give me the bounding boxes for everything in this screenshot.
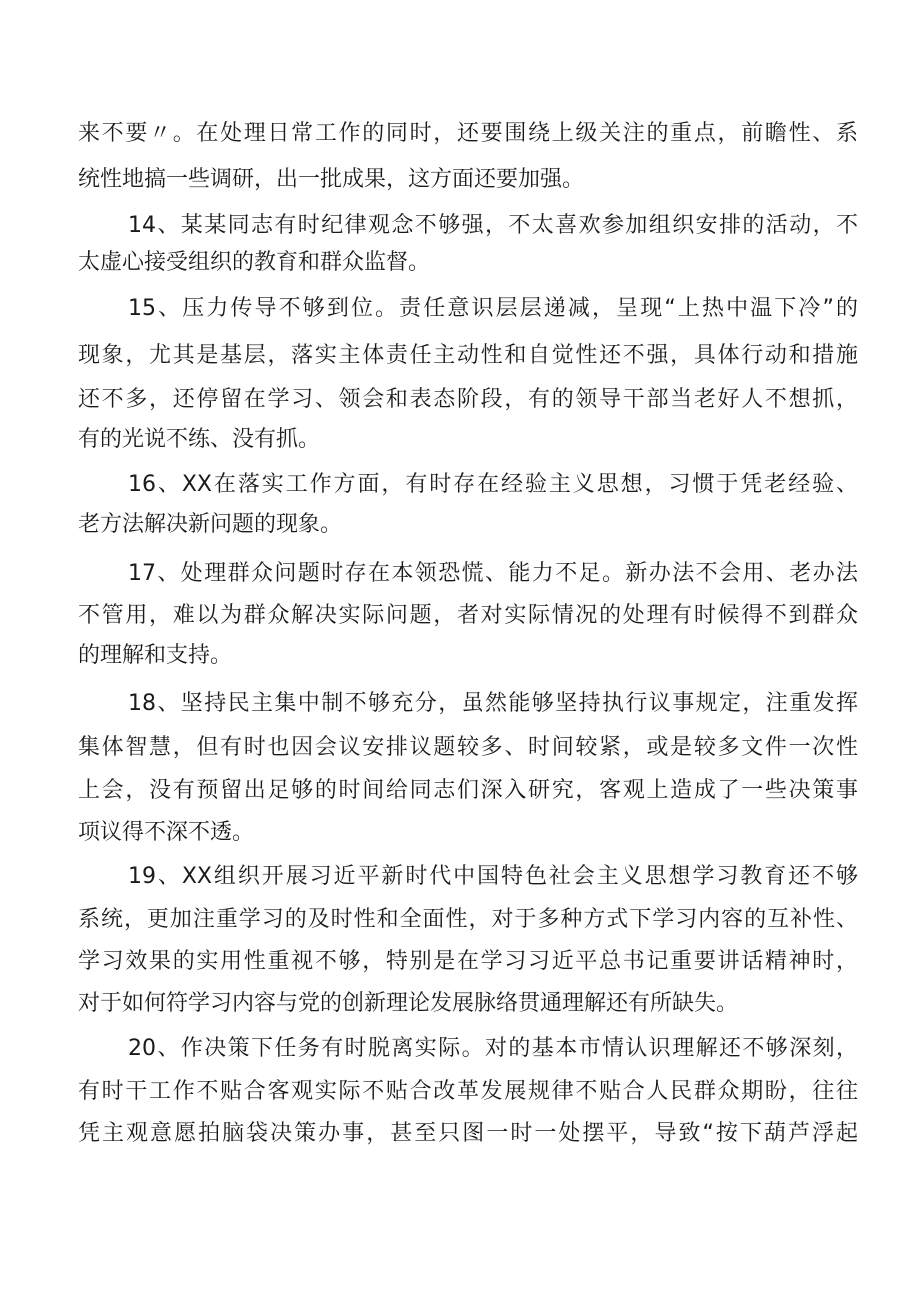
paragraph-18-line: 18、坚持民主集中制不够充分，虽然能够坚持执行议事规定，注重发挥 [128,691,858,716]
paragraph-18-line: 上会，没有预留出足够的时间给同志们深入研究，客观上造成了一些决策事 [78,778,858,803]
paragraph-20-line: 凭主观意愿拍脑袋决策办事，甚至只图一时一处摆平，导致“按下葫芦浮起 [78,1121,858,1146]
paragraph-18-line: 集体智慧，但有时也因会议安排议题较多、时间较紧，或是较多文件一次性 [78,735,858,760]
paragraph-14-line: 14、某某同志有时纪律观念不够强，不太喜欢参加组织安排的活动，不 [128,213,858,238]
paragraph-14-line: 太虚心接受组织的教育和群众监督。 [78,250,431,275]
paragraph-19-line: 系统，更加注重学习的及时性和全面性，对于多种方式下学习内容的互补性、 [78,907,858,932]
text-line: 统性地搞一些调研，出一批成果，这方面还要加强。 [78,167,585,192]
paragraph-15-line: 15、压力传导不够到位。责任意识层层递减，呈现“上热中温下冷”的 [128,296,858,321]
paragraph-19-line: 学习效果的实用性重视不够，特别是在学习习近平总书记重要讲话精神时， [78,949,858,974]
paragraph-19-line: 对于如何符学习内容与党的创新理论发展脉络贯通理解还有所缺失。 [78,991,739,1016]
paragraph-17-line: 17、处理群众问题时存在本领恐慌、能力不足。新办法不会用、老办法 [128,561,858,586]
paragraph-20-line: 20、作决策下任务有时脱离实际。对的基本市情认识理解还不够深刻， [128,1036,858,1061]
paragraph-16-line: 老方法解决新问题的现象。 [78,512,343,537]
paragraph-18-line: 项议得不深不透。 [78,820,255,845]
paragraph-16-line: 16、XX在落实工作方面，有时存在经验主义思想，习惯于凭老经验、 [128,472,858,497]
paragraph-15-line: 还不多，还停留在学习、领会和表态阶段，有的领导干部当老好人不想抓， [78,387,858,412]
paragraph-17-line: 不管用，难以为群众解决实际问题，者对实际情况的处理有时候得不到群众 [78,603,858,628]
paragraph-19-line: 19、XX组织开展习近平新时代中国特色社会主义思想学习教育还不够 [128,864,858,889]
paragraph-15-line: 有的光说不练、没有抓。 [78,427,321,452]
paragraph-15-line: 现象，尤其是基层，落实主体责任主动性和自觉性还不强，具体行动和措施 [78,343,858,368]
paragraph-20-line: 有时干工作不贴合客观实际不贴合改革发展规律不贴合人民群众期盼，往往 [78,1079,858,1104]
text-line: 来不要〃。在处理日常工作的同时，还要围绕上级关注的重点，前瞻性、系 [78,121,858,146]
paragraph-17-line: 的理解和支持。 [78,643,233,668]
